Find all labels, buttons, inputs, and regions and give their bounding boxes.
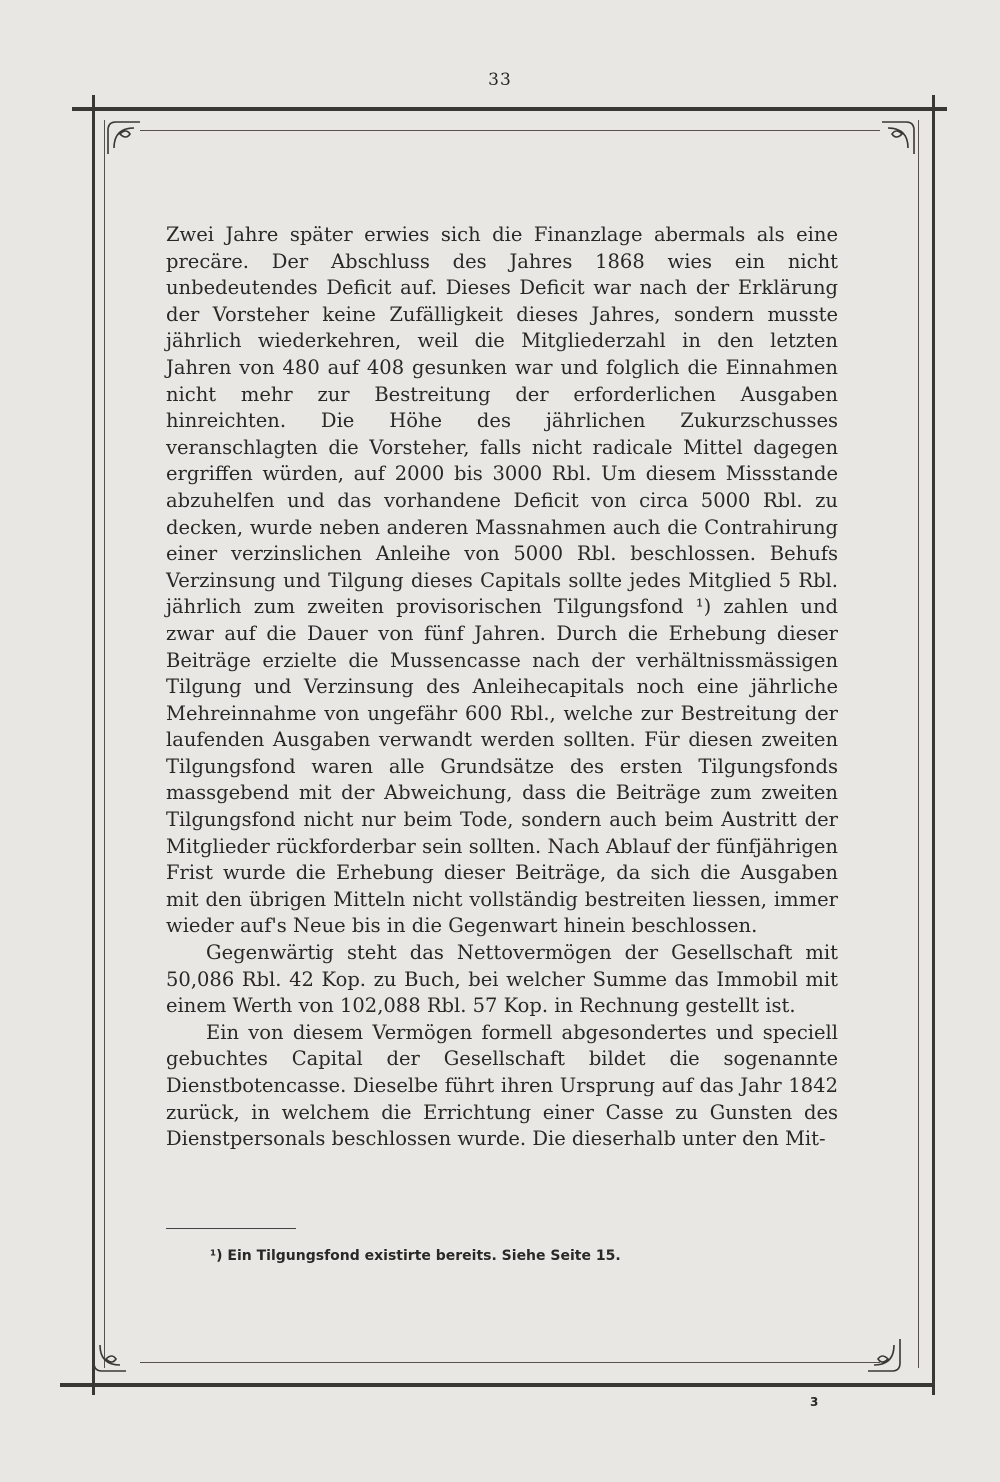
corner-ornament-bottom-right-icon xyxy=(864,1335,904,1375)
paragraph-3: Ein von diesem Vermögen formell abgesondertes und speciell gebuchtes Capital der Gesellschaft bildet die sogenannte Dienstbotencasse. Dieselbe führt ihren Ursprung auf das Jahr 1842 zurück, in welchem die Errichtung einer Casse zu Gunsten des Dienstpersonals beschlossen wurde. Die dieserhalb unter den Mit- xyxy=(166,1020,838,1151)
paragraph-2: Gegenwärtig steht das Nettovermögen der Gesellschaft mit 50,086 Rbl. 42 Kop. zu Buch, bei welcher Summe das Immobil mit einem Werth von 102,088 Rbl. 57 Kop. in Rechnung gestellt ist. xyxy=(166,941,838,1018)
paragraph-1: Zwei Jahre später erwies sich die Finanzlage abermals als eine precäre. Der Abschluss des Jahres 1868 wies ein nicht unbedeutendes Deficit auf. Dieses Deficit war nach der Erklärung der Vorsteher keine Zufälligkeit dieses Jahres, sondern musste jährlich wiederkehren, weil die Mitgliederzahl in den letzten Jahren von 480 auf 408 gesunken war und folglich die Einnahmen nicht mehr zur Bestreitung der erforderlichen Ausgaben hinreichten. Die Höhe des jährlichen Zukurzschusses veranschlagten die Vorsteher, falls nicht radicale Mittel dagegen ergriffen würden, auf 2000 bis 3000 Rbl. Um diesem Missstande abzuhelfen und das vorhandene Deficit von circa 5000 Rbl. zu decken, wurde neben anderen Massnahmen auch die Contrahirung einer verzinslichen Anleihe von 5000 Rbl. beschlossen. Behufs Verzinsung und Tilgung dieses Capitals sollte jedes Mitglied 5 Rbl. jährlich zum zweiten provisorischen Tilgungsfond ¹) zahlen und zwar auf die Dauer von fünf Jahren. Durch die Erhebung dieser Beiträge erzielte die Mussencasse nach der verhältnissmässigen Tilgung und Verzinsung des Anleihecapitals noch eine jährliche Mehreinnahme von ungefähr 600 Rbl., welche zur Bestreitung der laufenden Ausgaben verwandt werden sollten. Für diesen zweiten Tilgungsfond waren alle Grundsätze des ersten Tilgungsfonds massgebend mit der Abweichung, dass die Beiträge zum zweiten Tilgungsfond nicht nur beim Tode, sondern auch beim Austritt der Mitglieder rückforderbar sein sollten. Nach Ablauf der fünfjährigen Frist wurde die Erhebung dieser Beiträge, da sich die Ausgaben mit den übrigen Mitteln nicht vollständig bestreiten liessen, immer wieder auf's Neue bis in die Gegenwart hinein beschlossen. xyxy=(166,223,838,938)
footnote: ¹) Ein Tilgungsfond existirte bereits. Siehe Seite 15. xyxy=(210,1248,621,1264)
bottom-thin-line xyxy=(140,1362,880,1363)
sheet-mark: 3 xyxy=(810,1395,819,1409)
corner-ornament-top-left-icon xyxy=(104,118,144,158)
corner-ornament-bottom-left-icon xyxy=(90,1335,130,1375)
footnote-rule xyxy=(166,1228,296,1229)
top-thin-line xyxy=(140,130,880,131)
page-number: 33 xyxy=(488,70,512,90)
body-text xyxy=(166,222,838,1153)
bottom-rule xyxy=(60,1383,935,1387)
corner-ornament-top-right-icon xyxy=(878,118,918,158)
